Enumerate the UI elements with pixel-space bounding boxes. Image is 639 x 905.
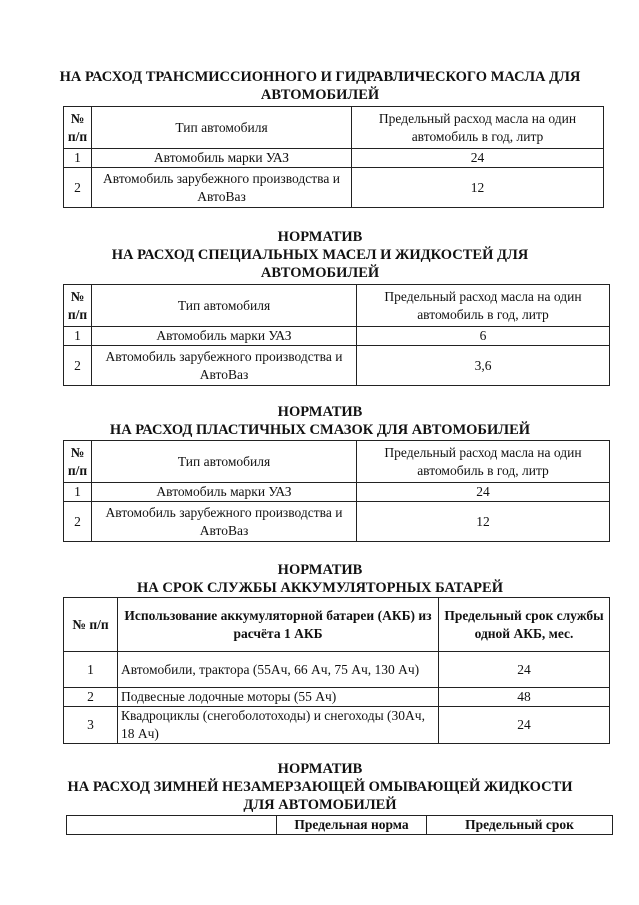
title-line: ДЛЯ АВТОМОБИЛЕЙ: [243, 797, 397, 813]
title-line: НА РАСХОД СПЕЦИАЛЬНЫХ МАСЕЛ И ЖИДКОСТЕЙ ДЛЯ: [111, 247, 529, 263]
header-value: Предельный расход масла на один автомобиль в год, литр: [357, 441, 610, 483]
cell-value: 6: [357, 327, 610, 346]
table-special-oils: [63, 284, 610, 386]
title-line: НА СРОК СЛУЖБЫ АККУМУЛЯТОРНЫХ БАТАРЕЙ: [137, 580, 503, 596]
cell-type: Автомобили, трактора (55Ач, 66 Ач, 75 Ач, 130 Ач): [118, 652, 439, 688]
cell-value: 48: [439, 688, 610, 707]
header-type: Использование аккумуляторной батареи (АКБ) из расчёта 1 АКБ: [118, 598, 439, 652]
header-term: Предельный срок: [427, 816, 613, 835]
cell-type: Автомобиль марки УАЗ: [92, 327, 357, 346]
cell-type: Автомобиль марки УАЗ: [92, 483, 357, 502]
table-header-row: [64, 598, 610, 652]
header-num: № п/п: [64, 285, 92, 327]
cell-value: 24: [352, 149, 604, 168]
table-row: [64, 652, 610, 688]
cell-num: 2: [64, 346, 92, 386]
cell-num: 2: [64, 168, 92, 208]
section1-title: [40, 68, 600, 104]
cell-value: 3,6: [357, 346, 610, 386]
cell-type: Автомобиль зарубежного производства и АвтоВаз: [92, 168, 352, 208]
cell-num: 1: [64, 652, 118, 688]
header-empty: [67, 816, 277, 835]
table-row: [64, 688, 610, 707]
table-header-row: [64, 107, 604, 149]
table-header-row: [67, 816, 613, 835]
header-type: Тип автомобиля: [92, 107, 352, 149]
title-line: НОРМАТИВ: [277, 562, 363, 578]
header-num: № п/п: [64, 441, 92, 483]
table-row: [64, 327, 610, 346]
header-norm: Предельная норма: [277, 816, 427, 835]
cell-value: 12: [352, 168, 604, 208]
cell-type: Автомобиль марки УАЗ: [92, 149, 352, 168]
title-line: НОРМАТИВ: [277, 229, 363, 245]
cell-type: Подвесные лодочные моторы (55 Ач): [118, 688, 439, 707]
header-num: № п/п: [64, 598, 118, 652]
table-greases: [63, 440, 610, 542]
title-line: АВТОМОБИЛЕЙ: [260, 265, 380, 281]
table-row: [64, 149, 604, 168]
cell-num: 3: [64, 707, 118, 744]
cell-type: Квадроциклы (снегоболотоходы) и снегоходы (30Ач, 18 Ач): [118, 707, 439, 744]
section3-title: [40, 403, 600, 439]
cell-value: 24: [439, 707, 610, 744]
cell-value: 12: [357, 502, 610, 542]
title-line: НА РАСХОД ПЛАСТИЧНЫХ СМАЗОК ДЛЯ АВТОМОБИЛЕЙ: [109, 422, 531, 438]
title-line: НА РАСХОД ЗИМНЕЙ НЕЗАМЕРЗАЮЩЕЙ ОМЫВАЮЩЕЙ ЖИДКОСТИ: [67, 779, 573, 795]
cell-num: 2: [64, 688, 118, 707]
title-line: НОРМАТИВ: [277, 404, 363, 420]
cell-type: Автомобиль зарубежного производства и АвтоВаз: [92, 346, 357, 386]
cell-value: 24: [357, 483, 610, 502]
cell-value: 24: [439, 652, 610, 688]
cell-num: 1: [64, 327, 92, 346]
table-oil-transmission: [63, 106, 604, 208]
table-row: [64, 346, 610, 386]
table-row: [64, 707, 610, 744]
table-row: [64, 168, 604, 208]
cell-type: Автомобиль зарубежного производства и АвтоВаз: [92, 502, 357, 542]
cell-num: 1: [64, 483, 92, 502]
title-line: НА РАСХОД ТРАНСМИССИОННОГО И ГИДРАВЛИЧЕСКОГО МАСЛА ДЛЯ: [59, 69, 581, 85]
header-type: Тип автомобиля: [92, 285, 357, 327]
title-line: АВТОМОБИЛЕЙ: [260, 87, 380, 103]
cell-num: 2: [64, 502, 92, 542]
table-header-row: [64, 285, 610, 327]
header-type: Тип автомобиля: [92, 441, 357, 483]
section2-title: [40, 228, 600, 282]
table-header-row: [64, 441, 610, 483]
table-row: [64, 483, 610, 502]
cell-num: 1: [64, 149, 92, 168]
title-line: НОРМАТИВ: [277, 761, 363, 777]
header-value: Предельный расход масла на один автомобиль в год, литр: [352, 107, 604, 149]
section5-title: [40, 760, 600, 814]
header-num: № п/п: [64, 107, 92, 149]
table-battery-life: [63, 597, 610, 744]
header-value: Предельный расход масла на один автомобиль в год, литр: [357, 285, 610, 327]
header-value: Предельный срок службы одной АКБ, мес.: [439, 598, 610, 652]
section4-title: [40, 561, 600, 597]
table-washer-fluid: [66, 815, 613, 835]
table-row: [64, 502, 610, 542]
